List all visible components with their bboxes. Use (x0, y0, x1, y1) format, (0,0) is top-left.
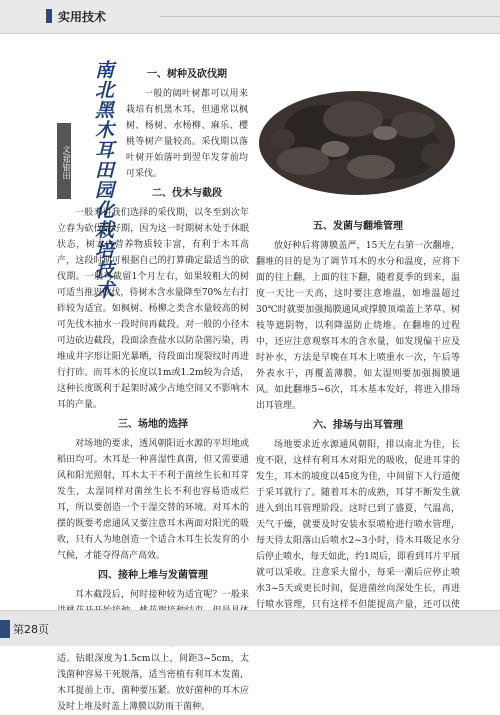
section-heading: 二、伐木与截段 (152, 188, 222, 199)
footer-bar (0, 610, 500, 646)
article-title: 南北黑木耳田园化栽培技术 (92, 60, 114, 300)
section-marker (46, 9, 52, 23)
mushroom-photo (253, 63, 460, 207)
header-bar (0, 0, 500, 34)
column-top-left (126, 63, 248, 205)
header-rule (160, 16, 500, 17)
section-heading: 四、接种上堆与发菌管理 (98, 570, 208, 581)
column-left (57, 205, 249, 712)
column-right (256, 215, 460, 610)
paragraph: 场地要求近水源通风朝阳，排以南北为佳，长度不限，这样有利耳木对阳光的吸收，促进耳芽的发生，耳木的坡度以45度为佳，中间留下人行道便于采耳就行了。随着耳木的成熟，耳芽不断发生就进入到出耳管理阶段。这时已到了盛夏，气温高，天气干燥，就要及时安装水泵喷枪进行喷水管理，每天待太阳落山后喷水2~3小时，待木耳吸足水分后停止喷水，每天如此，约1周后，即看到耳片平展就可以采收。注意采大留小，每采一潮后应停止喷水3~5天或更长时间，促进菌丝向深处生长，再进行喷水管理，只有这样不但能提高产量，还可以使 (256, 440, 460, 610)
section-heading: 三、场地的选择 (118, 419, 188, 430)
page-number: 第28页 (13, 623, 49, 636)
paragraph: 耳木截段后，何时接种较为适宜呢？一般来 适。钻眼深度为1.5cm以上，间距3~5cm，太浅菌种容易干死脱落，适当密植有利耳木发菌，木耳提前上市，菌种要压紧。放好菌种的耳木应及时上堆及时盖上薄膜以防雨干菌种。 (57, 590, 249, 712)
section-heading: 五、发菌与翻堆管理 (313, 221, 403, 232)
article-byline: 文/郑银田 (57, 123, 71, 199)
section-heading: 一、树种及砍伐期 (147, 69, 227, 80)
paragraph: 放好种后将薄膜盖严，15天左右第一次翻堆，翻堆的目的是为了调节耳木的水分和温度，应将下面的往上翻，上面的往下翻，随着夏季的到来，温度一天比一天高，这时要注意堆温，如堆温超过30℃时就要加强揭膜通风或撑膜顶端盖上茅草、树枝等遮阴物，以利降温防止烧堆。在翻堆的过程中，还应注意观察耳木的含水量，如发现偏干应及时补水，方法是早晚在耳木上喷重水一次，午后等外表水干，再覆盖薄膜，如太湿则要加强揭膜通风。如此翻堆5~6次，耳木基本发好，将进入排场出耳管理。 (256, 241, 460, 411)
paragraph: 对场地的要求，透风朝阳近水源的平坦地或稻田均可。木耳是一种喜湿性真菌，但又需要通风和阳光照射，耳木太干不利于菌丝生长和耳芽发生，太湿同样对菌丝生长不利也容易造成烂耳，所以要创造一个干湿交替的环境。对耳木的摆的既要考虑通风又要注意耳木两面对阳光的吸收，只有人为地创造一个适合木耳生长发育的小气候，才能夺得高产高效。 (57, 439, 249, 561)
section-name: 实用技术 (58, 10, 107, 24)
section-heading: 六、排场与出耳管理 (313, 420, 403, 431)
footer-marker (0, 620, 10, 638)
paragraph: 一般来讲我们选择的采伐期，以冬至到次年立春为砍伐最好期，因为这一时期树木处于休眠状态，树木内营养物质较丰富，有利于木耳高产，这段时期可根据自己的打算确定最适当的砍伐期。一般可截留1个月左右，如果较粗大的树可适当推迟砍伐，待树木含水量降至70%左右打砟较为适宜。如枫树、杨柳之类含水量较高的树可先伐木抽水一段时间再截段。对一般的小径木可边砍边截段，段面涂查盐水以防杂菌污染，再堆成井字形让阳光暴晒，待段面出现裂纹时再进行打砟。而耳木的长度以1m或1.2m较为合适，这种长度既利于起架时减少占地空间又不影响木耳的产量。 (57, 208, 249, 410)
paragraph: 一般的阔叶树都可以用来栽培有机黑木耳，但通常以枫树、杨树、水杨柳、麻乐、樱桃等树产量较高。采伐期以落叶树开始落叶到翌年发芽前均可采伐。 (126, 89, 248, 179)
